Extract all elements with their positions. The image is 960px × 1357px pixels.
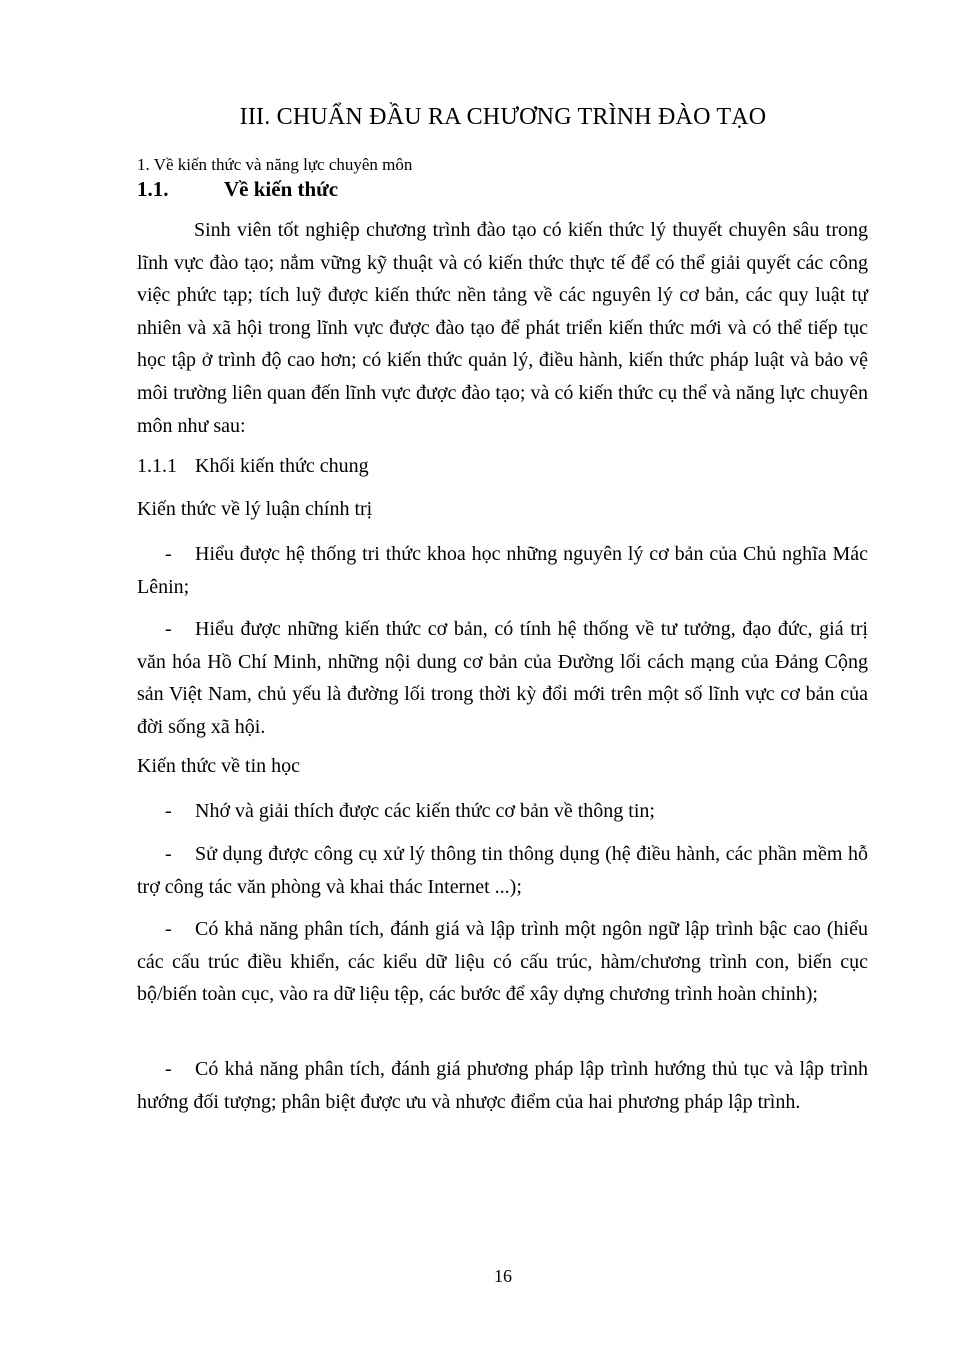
bullet-dash: - — [165, 800, 172, 822]
bullet-dash: - — [165, 918, 172, 940]
section-title: Về kiến thức — [224, 177, 339, 201]
bullet-dash: - — [165, 618, 172, 640]
list-item-text: Nhớ và giải thích được các kiến thức cơ bản về thông tin; — [195, 800, 655, 822]
list-item — [137, 795, 868, 828]
list-item-text: Hiểu được hệ thống tri thức khoa học những nguyên lý cơ bản của Chủ nghĩa Mác Lênin; — [137, 543, 868, 598]
bullet-dash: - — [165, 843, 172, 865]
sub-heading: 1. Về kiến thức và năng lực chuyên môn — [137, 155, 413, 174]
informatics-label: Kiến thức về tin học — [137, 755, 301, 777]
list-item-text: Có khả năng phân tích, đánh giá phương pháp lập trình hướng thủ tục và lập trình hướng đối tượng; phân biệt được ưu và nhược điểm của hai phương pháp lập trình. — [137, 1058, 868, 1113]
section-heading — [137, 177, 338, 202]
bullet-dash: - — [165, 1058, 172, 1080]
list-item-text: Sử dụng được công cụ xử lý thông tin thông dụng (hệ điều hành, các phần mềm hỗ trợ công tác văn phòng và khai thác Internet ...); — [137, 843, 868, 898]
list-item — [137, 838, 868, 903]
list-item — [137, 613, 868, 743]
page-title: III. CHUẨN ĐẦU RA CHƯƠNG TRÌNH ĐÀO TẠO — [239, 104, 767, 130]
intro-paragraph: Sinh viên tốt nghiệp chương trình đào tạo có kiến thức lý thuyết chuyên sâu trong lĩnh vực đào tạo; nắm vững kỹ thuật và có kiến thức thực tế để có thể giải quyết các công việc phức tạp; tích luỹ được kiến thức nền tảng về các nguyên lý cơ bản, các quy luật tự nhiên và xã hội trong lĩnh vực được đào tạo để phát triển kiến thức mới và có thể tiếp tục học tập ở trình độ cao hơn; có kiến thức quản lý, điều hành, kiến thức pháp luật và bảo vệ môi trường liên quan đến lĩnh vực được đào tạo; và có kiến thức cụ thể và năng lực chuyên môn như sau: — [137, 219, 868, 437]
subsection-number: 1.1.1 — [137, 455, 177, 477]
subsection-title: Khối kiến thức chung — [195, 455, 369, 477]
page-number: 16 — [494, 1266, 512, 1286]
list-item — [137, 538, 868, 603]
list-item-text: Có khả năng phân tích, đánh giá và lập trình một ngôn ngữ lập trình bậc cao (hiểu các cấu trúc điều khiển, các kiểu dữ liệu có cấu trúc, hàm/chương trình con, biến cục bộ/biến toàn cục, vào ra dữ liệu tệp, các bước để xây dựng chương trình hoàn chỉnh); — [137, 918, 868, 1006]
subsection-heading — [137, 455, 369, 478]
list-item-text: Hiểu được những kiến thức cơ bản, có tính hệ thống về tư tưởng, đạo đức, giá trị văn hóa Hồ Chí Minh, những nội dung cơ bản của Đường lối cách mạng của Đảng Cộng sản Việt Nam, chủ yếu là đường lối trong thời kỳ đổi mới trên một số lĩnh vực cơ bản của đời sống xã hội. — [137, 618, 868, 738]
list-item — [137, 1053, 868, 1118]
list-item — [137, 913, 868, 1011]
bullet-dash: - — [165, 543, 172, 565]
section-number: 1.1. — [137, 177, 169, 201]
politics-label: Kiến thức về lý luận chính trị — [137, 498, 373, 520]
